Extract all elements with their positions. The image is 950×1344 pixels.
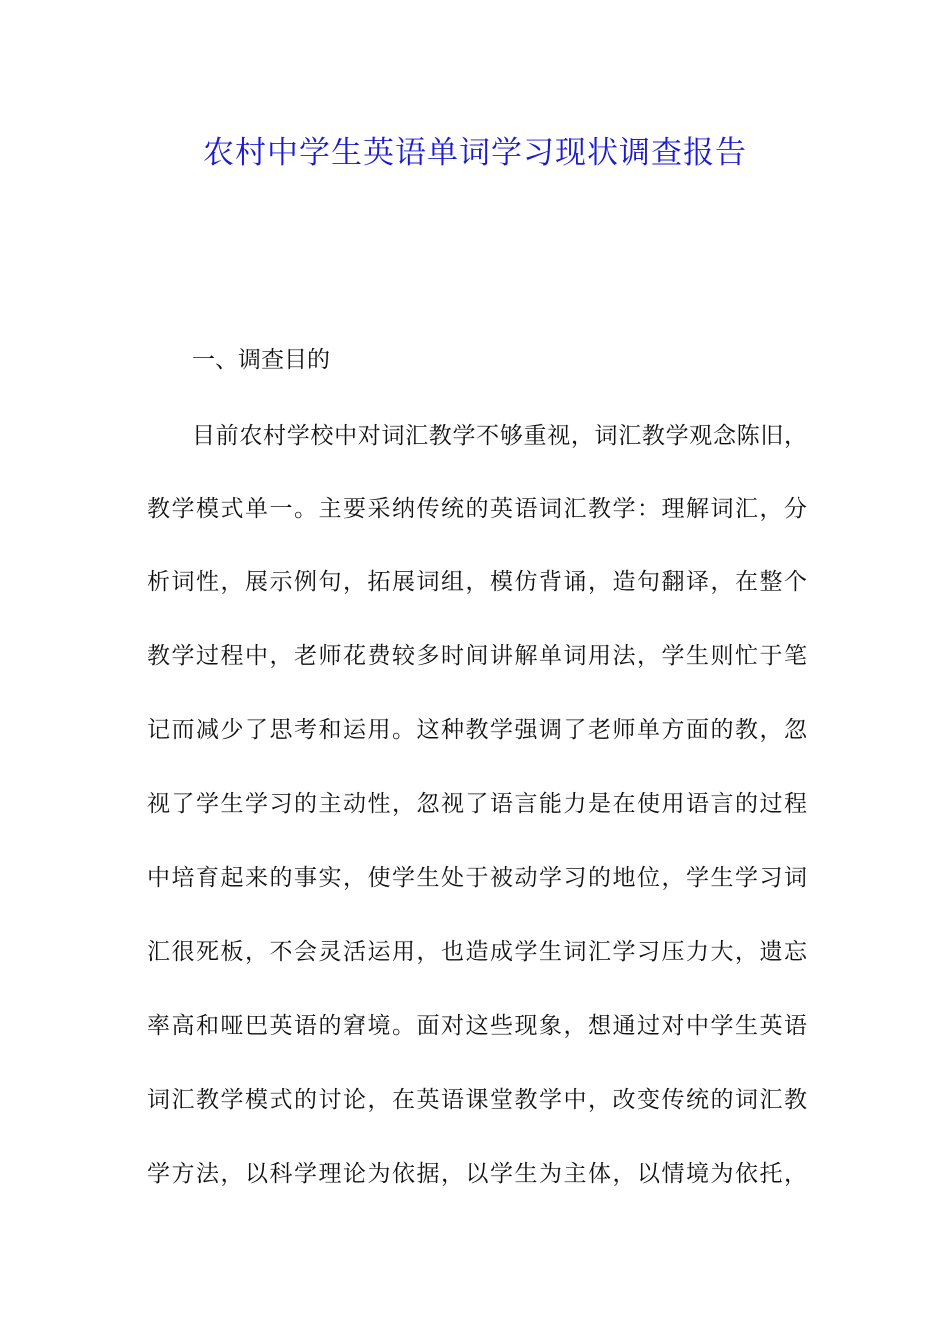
paragraph-line: 目前农村学校中对词汇教学不够重视，词汇教学观念陈旧， (192, 423, 807, 449)
document-title: 农村中学生英语单词学习现状调查报告 (203, 135, 747, 171)
paragraph-line: 中培育起来的事实，使学生处于被动学习的地位，学生学习词 (147, 865, 807, 891)
paragraph-line: 学方法，以科学理论为依据，以学生为主体，以情境为依托， (147, 1161, 807, 1187)
paragraph-line: 记而减少了思考和运用。这种教学强调了老师单方面的教，忽 (147, 717, 807, 743)
paragraph-line: 教学模式单一。主要采纳传统的英语词汇教学：理解词汇，分 (147, 496, 807, 522)
paragraph-line: 教学过程中，老师花费较多时间讲解单词用法，学生则忙于笔 (147, 643, 807, 669)
paragraph-line: 视了学生学习的主动性，忽视了语言能力是在使用语言的过程 (147, 791, 807, 817)
paragraph-line: 汇很死板，不会灵活运用，也造成学生词汇学习压力大，遗忘 (147, 939, 807, 965)
section-heading: 一、调查目的 (192, 347, 330, 373)
paragraph-line: 率高和哑巴英语的窘境。面对这些现象，想通过对中学生英语 (147, 1013, 807, 1039)
paragraph-line: 析词性，展示例句，拓展词组，模仿背诵，造句翻译，在整个 (147, 569, 807, 595)
paragraph-line: 词汇教学模式的讨论，在英语课堂教学中，改变传统的词汇教 (147, 1087, 807, 1113)
